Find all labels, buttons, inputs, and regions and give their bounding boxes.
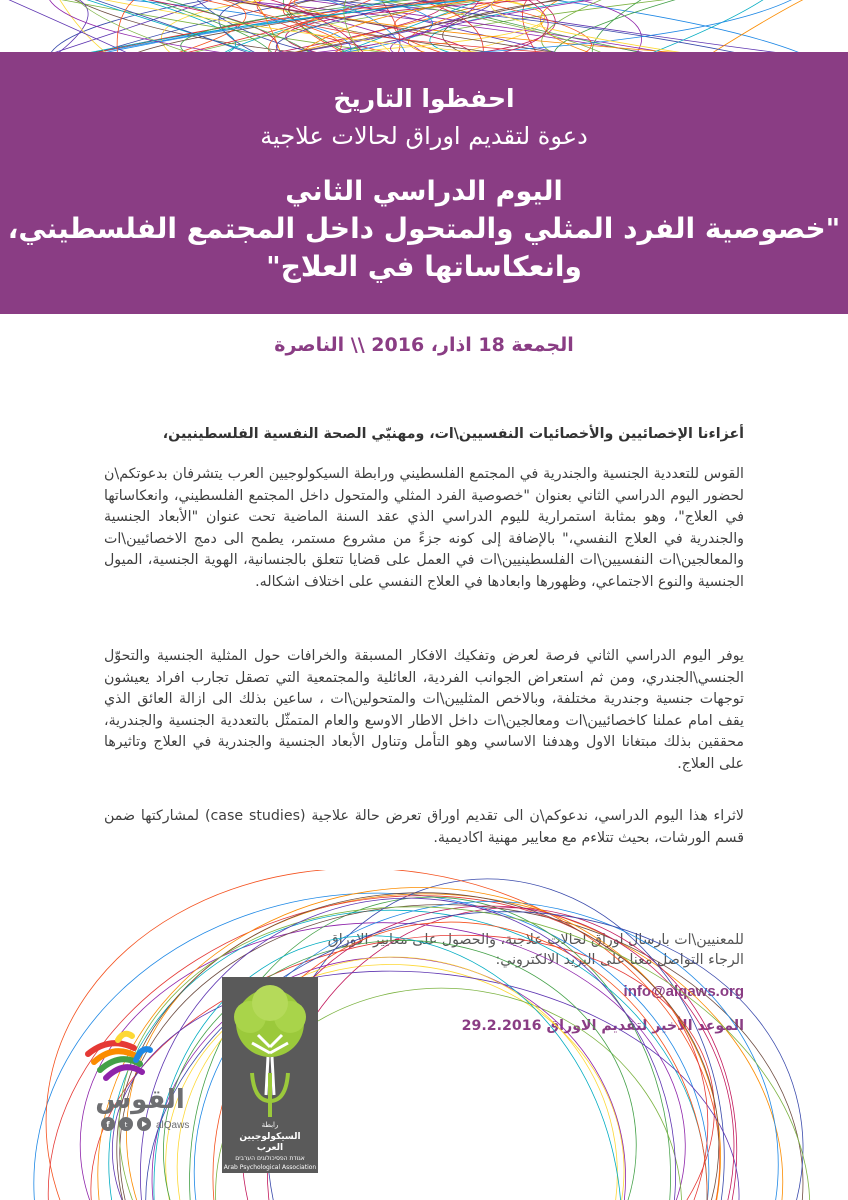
decorative-swirl-top [0,0,848,52]
svg-text:t: t [124,1121,128,1129]
contact-instructions: للمعنيين\ات بارسال اوراق لحالات علاجية، والحصول على معايير الاوراق الرجاء التواصل معنا على البريد الالكتروني: [327,932,744,968]
swirl-line [117,0,188,52]
apa-name-ar-2: السيكولوجيين [239,1132,301,1142]
swirl-line [144,949,633,1200]
swirl-line [262,0,829,52]
event-title: اليوم الدراسي الثاني [285,176,563,207]
save-the-date-title: احفظوا التاريخ [333,84,515,113]
header-banner [0,52,848,314]
apa-name-ar-1: رابطة [261,1121,279,1129]
swirl-line [134,912,661,1200]
event-date-place: الجمعة 18 اذار، 2016 \\ الناصرة [274,334,574,356]
social-media-icons [101,1117,151,1131]
rainbow-brush-icon [88,1034,150,1078]
apa-name-en: Arab Psychological Association [223,1164,317,1171]
call-for-papers-subtitle: دعوة لتقديم اوراق لحالات علاجية [260,122,588,150]
event-topic-line2: وانعكاساتها في العلاج" [266,250,582,283]
event-topic-line1: "خصوصية الفرد المثلي والمتحول داخل المجتمع الفلسطيني، [7,212,841,245]
swirl-line [0,0,163,52]
alqaws-name-en: alQaws [156,1120,190,1131]
svg-text:f: f [106,1120,110,1129]
paragraph-goals: يوفر اليوم الدراسي الثاني فرصة لعرض وتفكيك الافكار المسبقة والخرافات حول المثلية الجنسية والتحوّل الجنسي\الجندري، ومن ثم استعراض الجوانب الفردية، العائلية والمجتمعية التي تصقل تجارب افراد يعيشون توجهات جنسية وجندرية مختلفة، وبالاخص المثليين\ات والمتحولين\ات ، ساعين بذلك الى ازالة العائق الذي يقف امام عملنا كاخصائيين\ات ومعالجين\ات داخل الاطار الاوسع والعام المتمثّل بالتعددية الجنسية والجندرية، محققين بذلك مبتغانا الاول وهدفنا الاساسي وهو التأمل وتناول الأبعاد الجنسية والجندرية في العلاج وتاثيرها على العلاج. [104,648,744,772]
apa-name-ar-3: العرب [256,1143,284,1153]
alqaws-name-ar: القوس [95,1085,185,1115]
apa-name-he: אגודת הפסיכולוגים הערבים [235,1155,305,1162]
submission-deadline: الموعد الأخير لتقديم الاوراق 29.2.2016 [461,1018,744,1034]
salutation: أعزاءنا الإخصائيين والأخصائيات النفسيين\ات، ومهنيّي الصحة النفسية الفلسطينيين، [162,426,744,442]
contact-email-link[interactable]: info@alqaws.org [623,983,744,1000]
alqaws-logo [80,1030,204,1140]
arab-psychological-association-logo [222,977,318,1173]
paragraph-call: لاثراء هذا اليوم الدراسي، ندعوكم\ن الى تقديم اوراق تعرض حالة علاجية (case studies) لمشاركتها ضمن قسم الورشات، بحيث تتلاءم مع معايير مهنية اكاديمية. [104,808,745,846]
paragraph-intro: القوس للتعددية الجنسية والجندرية في المجتمع الفلسطيني ورابطة السيكولوجيين العرب يتشرفان بدعوتكم\ن لحضور اليوم الدراسي الثاني بعنوان "خصوصية الفرد المثلي والمتحول داخل المجتمع الفلسطيني، وانعكاساتها في العلاج"، وهو بمثابة استمرارية لليوم الدراسي الذي عقد السنة الماضية تحت عنوان "الأبعاد الجنسية والجندرية في العلاج النفسي،" بالإضافة إلى كونه جزءً من مشروع مستمر، يطمح الى دمج الاخصائيين\ات والمعالجين\ات النفسيين\ات الفلسطينيين\ات في العمل على قضايا تتعلق بالجنسانية، الهوية الجنسية، الميول الجنسية والنوع الاجتماعي، وظهورها وابعادها في العلاج النفسي على اختلاف اشكاله. [104,466,744,590]
